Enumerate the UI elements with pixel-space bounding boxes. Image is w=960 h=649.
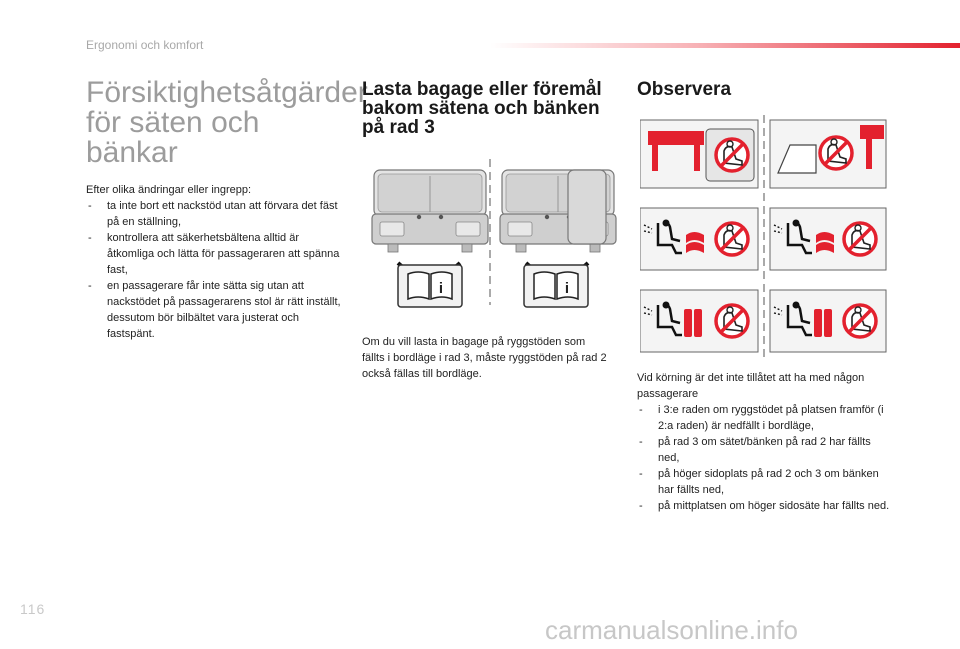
section-header: Ergonomi och komfort <box>86 38 204 52</box>
rear-seats-luggage-illustration <box>362 155 620 313</box>
manual-info-icon <box>524 265 588 307</box>
list-item: - på rad 3 om sätet/bänken på rad 2 har fällts ned, <box>637 434 893 466</box>
header-accent-bar <box>490 43 960 48</box>
page-number: 116 <box>20 601 46 617</box>
seat-precautions-list <box>86 198 342 342</box>
luggage-section-title: Lasta bagage eller föremål bakom sätena och bänken på rad 3 <box>362 79 602 138</box>
luggage-text <box>362 334 610 382</box>
observe-list <box>637 402 893 514</box>
manual-info-icon <box>398 265 462 307</box>
list-item: - på höger sidoplats på rad 2 och 3 om bänken har fällts ned, <box>637 466 893 498</box>
page-title: Försiktighetsåtgärder för säten och bänkar <box>86 76 368 169</box>
observe-intro: Vid körning är det inte tillåtet att ha med någon passagerare <box>637 372 865 400</box>
list-item: - en passagerare får inte sätta sig utan att nackstödet på passagerarens stol är rätt inställt, dessutom bör bilbältet vara justerat och fastspänt. <box>86 278 342 342</box>
seat-precautions-intro: Efter olika ändringar eller ingrepp: <box>86 184 252 196</box>
seat-precautions-text <box>86 182 342 342</box>
no-passenger-illustration <box>640 115 888 357</box>
list-item: - kontrollera att säkerhetsbältena alltid är åtkomliga och lätta för passageraren att spänna fast, <box>86 230 342 278</box>
list-item: - i 3:e raden om ryggstödet på platsen framför (i 2:a raden) är nedfällt i bordläge, <box>637 402 893 434</box>
observe-text <box>637 370 893 514</box>
luggage-instructions: Om du vill lasta in bagage på ryggstöden som fällts i bordläge i rad 3, måste ryggstöden på rad 2 också fällas till bordläge. <box>362 336 607 380</box>
watermark: carmanualsonline.info <box>545 615 798 645</box>
observe-section-title: Observera <box>637 79 732 100</box>
list-item: - på mittplatsen om höger sidosäte har fällts ned. <box>637 498 893 514</box>
list-item: - ta inte bort ett nackstöd utan att förvara det fäst på en ställning, <box>86 198 342 230</box>
